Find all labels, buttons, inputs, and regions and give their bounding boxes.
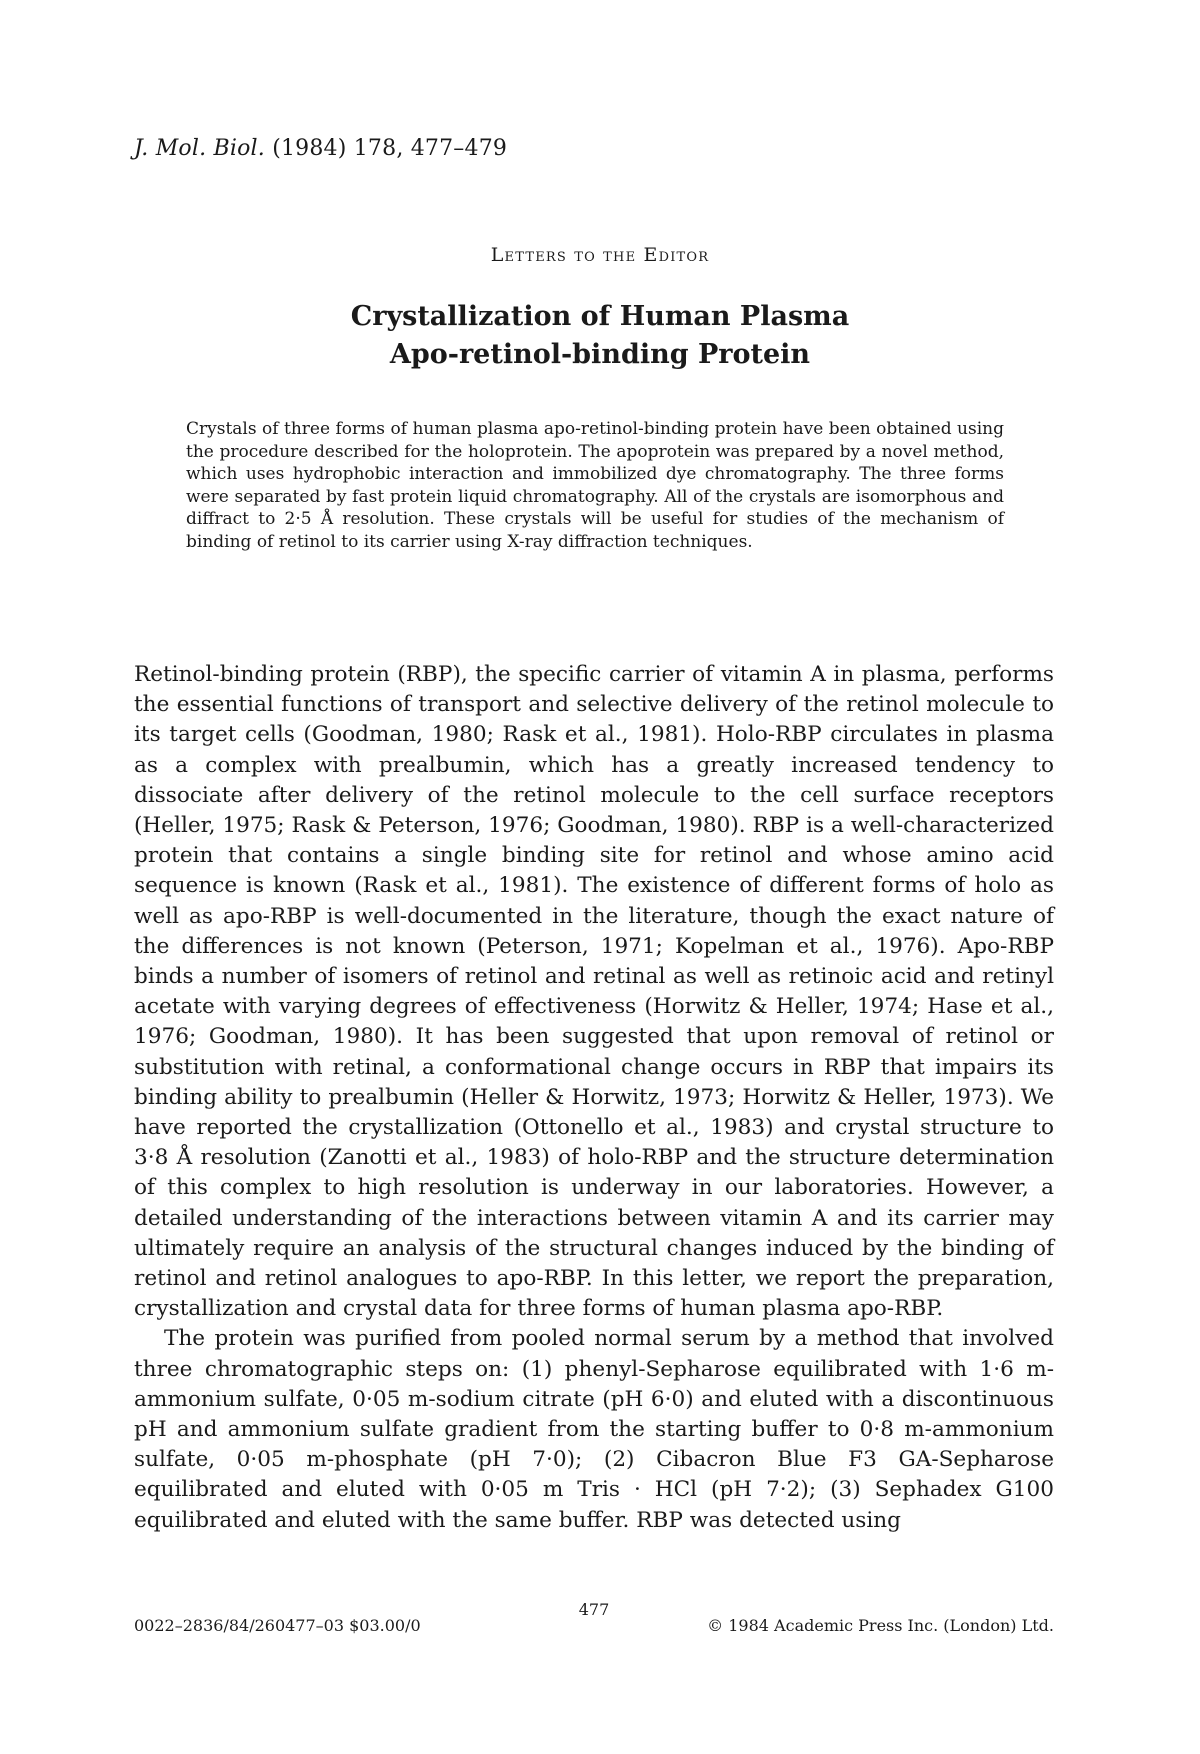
journal-abbrev: J. Mol. Biol.: [134, 136, 265, 161]
issn-code: 0022–2836/84/260477–03 $03.00/0: [134, 1616, 421, 1635]
title-line-2: Apo-retinol-binding Protein: [389, 339, 811, 370]
title-line-1: Crystallization of Human Plasma: [350, 301, 850, 332]
journal-citation: (1984) 178, 477–479: [272, 136, 508, 161]
body-paragraph-2: The protein was purified from pooled normal serum by a method that involved three chromatographic steps on: (1) phenyl-Sepharose equilibrated with 1·6 m-ammonium sulfate, 0·05 m-sodium citrate (pH 6·0) and eluted with a discontinuous pH and ammonium sulfate gradient from the starting buffer to 0·8 m-ammonium sulfate, 0·05 m-phosphate (pH 7·0); (2) Cibacron Blue F3 GA-Sepharose equilibrated and eluted with 0·05 m Tris · HCl (pH 7·2); (3) Sephadex G100 equilibrated and eluted with the same buffer. RBP was detected using: [134, 1326, 1054, 1533]
body-paragraph-1: Retinol-binding protein (RBP), the specific carrier of vitamin A in plasma, performs the essential functions of transport and selective delivery of the retinol molecule to its target cells (Goodman, 1980; Rask et al., 1981). Holo-RBP circulates in plasma as a complex with prealbumin, which has a greatly increased tendency to dissociate after delivery of the retinol molecule to the cell surface receptors (Heller, 1975; Rask & Peterson, 1976; Goodman, 1980). RBP is a well-characterized protein that contains a single binding site for retinol and whose amino acid sequence is known (Rask et al., 1981). The existence of different forms of holo as well as apo-RBP is well-documented in the literature, though the exact nature of the differences is not known (Peterson, 1971; Kopelman et al., 1976). Apo-RBP binds a number of isomers of retinol and retinal as well as retinoic acid and retinyl acetate with varying degrees of effectiveness (Horwitz & Heller, 1974; Hase et al., 1976; Goodman, 1980). It has been suggested that upon removal of retinol or substitution with retinal, a conformational change occurs in RBP that impairs its binding ability to prealbumin (Heller & Horwitz, 1973; Horwitz & Heller, 1973). We have reported the crystallization (Ottonello et al., 1983) and crystal structure to 3·8 Å resolution (Zanotti et al., 1983) of holo-RBP and the structure determination of this complex to high resolution is underway in our laboratories. However, a detailed understanding of the interactions between vitamin A and its carrier may ultimately require an analysis of the structural changes induced by the binding of retinol and retinol analogues to apo-RBP. In this letter, we report the preparation, crystallization and crystal data for three forms of human plasma apo-RBP.: [134, 662, 1054, 1322]
article-body: [134, 660, 1054, 1536]
section-label: Letters to the Editor: [490, 244, 710, 266]
journal-reference: [134, 136, 507, 161]
article-title: [0, 298, 1200, 374]
page-number: 477: [578, 1600, 610, 1619]
page-footer: [134, 1600, 1054, 1640]
abstract: Crystals of three forms of human plasma apo-retinol-binding protein have been obtained using the procedure described for the holoprotein. The apoprotein was prepared by a novel method, which uses hydrophobic interaction and immobilized dye chromatography. The three forms were separated by fast protein liquid chromatography. All of the crystals are isomorphous and diffract to 2·5 Å resolution. These crystals will be useful for studies of the mechanism of binding of retinol to its carrier using X-ray diffraction techniques.: [186, 419, 1004, 552]
copyright-notice: © 1984 Academic Press Inc. (London) Ltd.: [707, 1616, 1054, 1635]
